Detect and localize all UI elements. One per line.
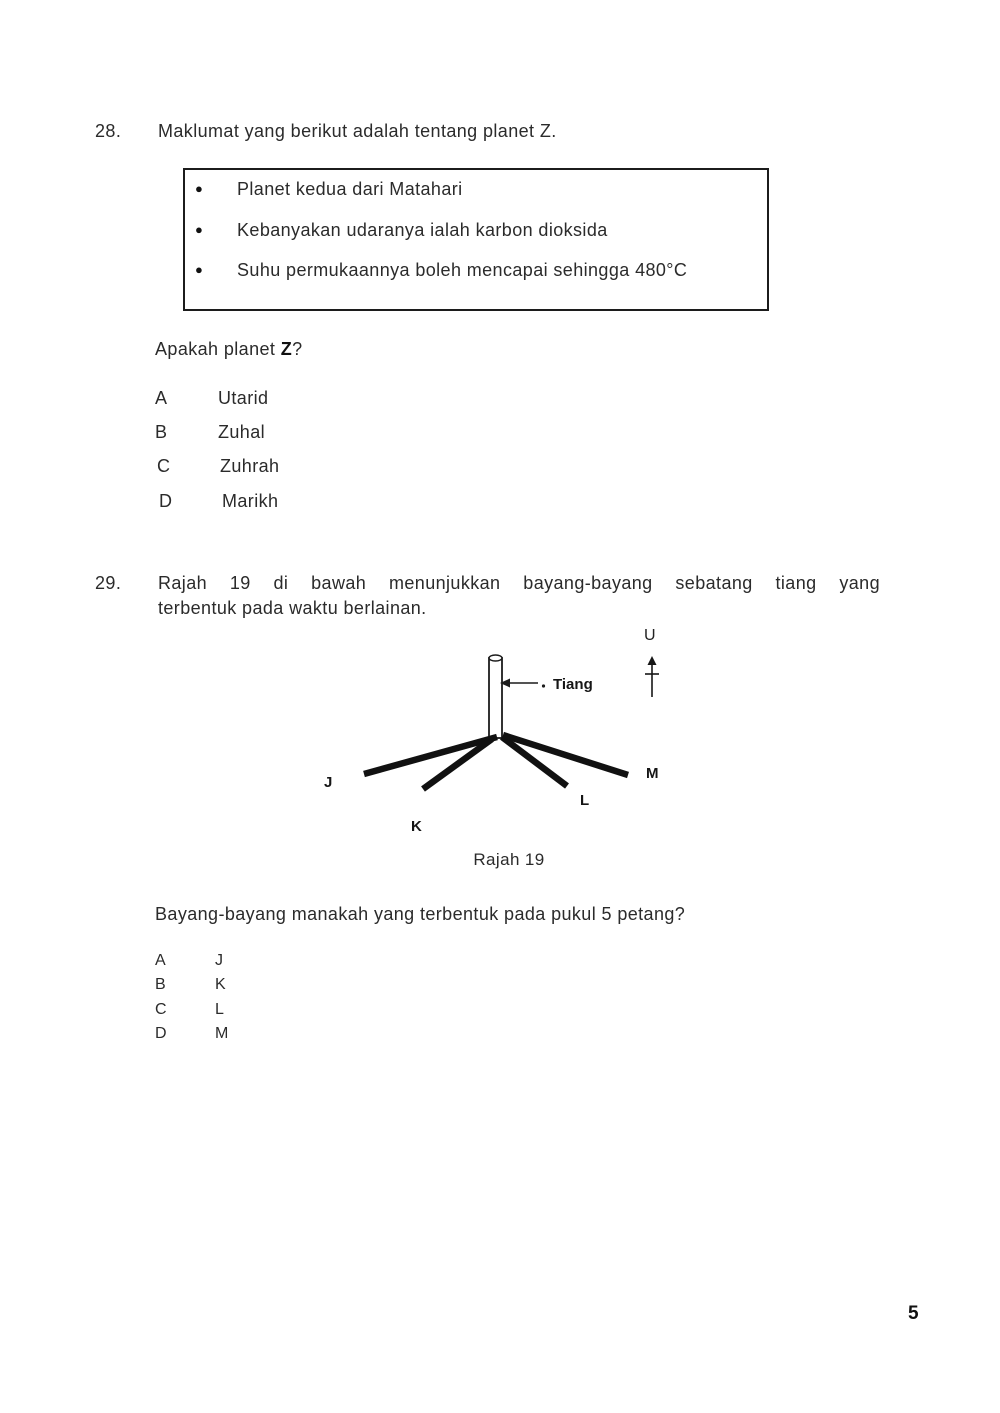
info-bullet-row xyxy=(195,259,687,281)
diagram-caption: Rajah 19 xyxy=(473,850,545,869)
dot xyxy=(542,684,545,687)
q28-option-c xyxy=(157,456,279,477)
bullet-icon: ● xyxy=(195,222,203,237)
option-text: L xyxy=(215,1001,225,1018)
option-text: Zuhrah xyxy=(220,456,280,476)
q28-option-b xyxy=(155,422,265,443)
option-text: Marikh xyxy=(222,491,279,511)
q29-prompt-line1: Rajah 19 di bawah menunjukkan bayang-bayang sebatang tiang yang xyxy=(158,573,880,593)
q29-option-a xyxy=(155,951,223,970)
option-letter: B xyxy=(155,976,166,993)
shadow-label-l: L xyxy=(580,792,590,809)
q28-info-box xyxy=(183,168,769,311)
bullet-icon: ● xyxy=(195,181,203,196)
shadow-line-j xyxy=(364,737,497,774)
q28-question-suffix: ? xyxy=(292,339,303,359)
info-bullet-row xyxy=(195,219,608,241)
q29-number: 29. xyxy=(95,573,122,593)
option-letter: C xyxy=(155,1001,167,1018)
q29-option-c xyxy=(155,1000,224,1019)
option-letter: D xyxy=(155,1025,167,1042)
option-text: Utarid xyxy=(218,388,269,408)
pole-shape xyxy=(489,655,502,738)
option-letter: D xyxy=(159,491,173,511)
bullet-text: Suhu permukaannya boleh mencapai sehingga 480°C xyxy=(237,260,688,280)
q28-prompt: Maklumat yang berikut adalah tentang planet Z. xyxy=(158,121,557,141)
q28-question-prefix: Apakah planet xyxy=(155,339,281,359)
q29-option-d xyxy=(155,1024,229,1043)
north-arrow-icon xyxy=(645,656,659,697)
option-letter: A xyxy=(155,952,166,969)
q29-option-b xyxy=(155,975,226,994)
q28-number: 28. xyxy=(95,121,122,141)
shadow-label-j: J xyxy=(324,774,333,791)
page-number: 5 xyxy=(908,1303,919,1324)
option-text: J xyxy=(215,952,224,969)
shadow-lines xyxy=(364,735,628,789)
option-letter: B xyxy=(155,422,168,442)
q28-question-bold: Z xyxy=(280,339,293,359)
shadow-label-k: K xyxy=(411,818,422,835)
compass-north-label: U xyxy=(644,627,656,644)
option-text: M xyxy=(215,1025,229,1042)
option-text: K xyxy=(215,976,226,993)
bullet-text: Planet kedua dari Matahari xyxy=(237,179,463,199)
bullet-text: Kebanyakan udaranya ialah karbon dioksida xyxy=(237,220,608,240)
info-bullet-row xyxy=(195,178,463,200)
q28-question xyxy=(155,339,303,360)
pole-label: Tiang xyxy=(553,676,593,693)
option-text: Zuhal xyxy=(218,422,266,442)
q28-option-d xyxy=(159,491,278,512)
pole-pointer-arrow-icon xyxy=(500,679,545,688)
q29-question: Bayang-bayang manakah yang terbentuk pada pukul 5 petang? xyxy=(155,904,686,924)
q28-option-a xyxy=(155,388,268,409)
q29-prompt-line2: terbentuk pada waktu berlainan. xyxy=(158,598,427,618)
option-letter: A xyxy=(155,388,168,408)
shadow-label-m: M xyxy=(646,765,659,782)
option-letter: C xyxy=(157,456,171,476)
bullet-icon: ● xyxy=(195,262,203,277)
pole-shadow-diagram xyxy=(280,613,700,878)
